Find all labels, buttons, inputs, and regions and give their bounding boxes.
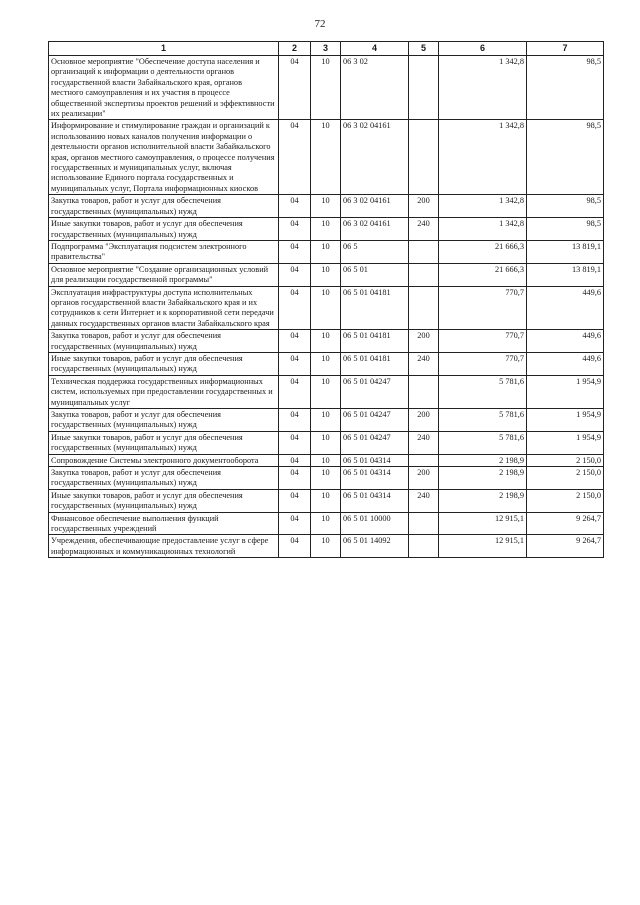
table-row <box>49 375 604 408</box>
table-row <box>49 454 604 466</box>
row-name-cell: Учреждения, обеспечивающие предоставление услуг в сфере информационных и коммуникационных технологий <box>49 535 279 558</box>
row-name-cell: Основное мероприятие "Создание организационных условий для реализации государственной программы" <box>49 263 279 286</box>
row-name-cell: Закупка товаров, работ и услуг для обеспечения государственных (муниципальных) нужд <box>49 409 279 432</box>
row-target-article-cell: 06 3 02 04161 <box>341 120 409 195</box>
row-subsection-cell: 10 <box>311 489 341 512</box>
table-row <box>49 263 604 286</box>
row-amount-col7-cell: 98,5 <box>527 218 604 241</box>
row-amount-col6-cell: 12 915,1 <box>439 535 527 558</box>
table-row <box>49 330 604 353</box>
row-amount-col6-cell: 770,7 <box>439 352 527 375</box>
row-target-article-cell: 06 5 01 <box>341 263 409 286</box>
table-row <box>49 218 604 241</box>
table-row <box>49 409 604 432</box>
row-name-cell: Финансовое обеспечение выполнения функций государственных учреждений <box>49 512 279 535</box>
row-section-cell: 04 <box>279 120 311 195</box>
row-amount-col6-cell: 1 342,8 <box>439 120 527 195</box>
row-subsection-cell: 10 <box>311 218 341 241</box>
row-target-article-cell: 06 3 02 <box>341 56 409 120</box>
row-target-article-cell: 06 5 01 14092 <box>341 535 409 558</box>
row-amount-col6-cell: 2 198,9 <box>439 489 527 512</box>
row-target-article-cell: 06 5 01 04181 <box>341 330 409 353</box>
row-amount-col6-cell: 12 915,1 <box>439 512 527 535</box>
row-expense-type-cell <box>409 120 439 195</box>
row-amount-col7-cell: 98,5 <box>527 56 604 120</box>
row-section-cell: 04 <box>279 286 311 330</box>
row-amount-col6-cell: 1 342,8 <box>439 56 527 120</box>
row-amount-col7-cell: 2 150,0 <box>527 454 604 466</box>
header-col-2: 2 <box>279 42 311 56</box>
row-section-cell: 04 <box>279 489 311 512</box>
row-section-cell: 04 <box>279 195 311 218</box>
row-name-cell: Закупка товаров, работ и услуг для обеспечения государственных (муниципальных) нужд <box>49 330 279 353</box>
row-name-cell: Подпрограмма "Эксплуатация подсистем электронного правительства" <box>49 240 279 263</box>
table-row <box>49 467 604 490</box>
row-expense-type-cell: 240 <box>409 431 439 454</box>
row-subsection-cell: 10 <box>311 375 341 408</box>
header-col-7: 7 <box>527 42 604 56</box>
row-expense-type-cell <box>409 240 439 263</box>
row-section-cell: 04 <box>279 454 311 466</box>
row-section-cell: 04 <box>279 263 311 286</box>
row-section-cell: 04 <box>279 240 311 263</box>
row-section-cell: 04 <box>279 535 311 558</box>
row-amount-col7-cell: 449,6 <box>527 330 604 353</box>
header-col-1: 1 <box>49 42 279 56</box>
row-expense-type-cell <box>409 263 439 286</box>
row-amount-col7-cell: 9 264,7 <box>527 512 604 535</box>
row-target-article-cell: 06 5 01 04247 <box>341 431 409 454</box>
row-subsection-cell: 10 <box>311 454 341 466</box>
row-section-cell: 04 <box>279 467 311 490</box>
row-section-cell: 04 <box>279 409 311 432</box>
row-expense-type-cell <box>409 454 439 466</box>
row-subsection-cell: 10 <box>311 352 341 375</box>
row-target-article-cell: 06 5 01 04181 <box>341 352 409 375</box>
row-section-cell: 04 <box>279 56 311 120</box>
row-target-article-cell: 06 3 02 04161 <box>341 218 409 241</box>
row-target-article-cell: 06 3 02 04161 <box>341 195 409 218</box>
row-expense-type-cell <box>409 375 439 408</box>
row-amount-col7-cell: 2 150,0 <box>527 467 604 490</box>
table-row <box>49 512 604 535</box>
row-amount-col7-cell: 1 954,9 <box>527 375 604 408</box>
row-name-cell: Иные закупки товаров, работ и услуг для обеспечения государственных (муниципальных) нужд <box>49 352 279 375</box>
row-amount-col7-cell: 9 264,7 <box>527 535 604 558</box>
row-amount-col6-cell: 21 666,3 <box>439 240 527 263</box>
row-expense-type-cell: 200 <box>409 195 439 218</box>
row-amount-col7-cell: 449,6 <box>527 286 604 330</box>
row-subsection-cell: 10 <box>311 263 341 286</box>
table-row <box>49 431 604 454</box>
row-subsection-cell: 10 <box>311 512 341 535</box>
row-name-cell: Иные закупки товаров, работ и услуг для обеспечения государственных (муниципальных) нужд <box>49 489 279 512</box>
row-expense-type-cell: 200 <box>409 409 439 432</box>
row-name-cell: Основное мероприятие "Обеспечение доступа населения и организаций к информации о деятельности органов государственной власти Забайкальского края, органов местного самоуправления и их участия в процессе общественной экспертизы проектов решений и эффективности их реализации" <box>49 56 279 120</box>
row-subsection-cell: 10 <box>311 120 341 195</box>
table-row <box>49 489 604 512</box>
row-amount-col7-cell: 13 819,1 <box>527 263 604 286</box>
row-amount-col7-cell: 449,6 <box>527 352 604 375</box>
row-target-article-cell: 06 5 01 04247 <box>341 375 409 408</box>
row-name-cell: Информирование и стимулирование граждан и организаций к использованию новых каналов получения информации о деятельности органов исполнительной власти Забайкальского края, органов местного самоуправления, о процессе получения государственных и муниципальных услуг, включая использование Единого портала государственных и муниципальных услуг, Портала информационных киосков <box>49 120 279 195</box>
header-col-6: 6 <box>439 42 527 56</box>
row-expense-type-cell <box>409 512 439 535</box>
row-expense-type-cell: 200 <box>409 330 439 353</box>
row-target-article-cell: 06 5 01 04181 <box>341 286 409 330</box>
row-section-cell: 04 <box>279 330 311 353</box>
row-expense-type-cell <box>409 56 439 120</box>
row-expense-type-cell: 240 <box>409 352 439 375</box>
row-subsection-cell: 10 <box>311 431 341 454</box>
row-subsection-cell: 10 <box>311 330 341 353</box>
row-section-cell: 04 <box>279 375 311 408</box>
row-amount-col7-cell: 13 819,1 <box>527 240 604 263</box>
table-row <box>49 535 604 558</box>
row-amount-col7-cell: 1 954,9 <box>527 431 604 454</box>
row-subsection-cell: 10 <box>311 56 341 120</box>
row-name-cell: Иные закупки товаров, работ и услуг для обеспечения государственных (муниципальных) нужд <box>49 218 279 241</box>
row-subsection-cell: 10 <box>311 409 341 432</box>
table-row <box>49 240 604 263</box>
row-amount-col6-cell: 1 342,8 <box>439 195 527 218</box>
table-row <box>49 120 604 195</box>
row-amount-col7-cell: 98,5 <box>527 120 604 195</box>
row-target-article-cell: 06 5 <box>341 240 409 263</box>
row-amount-col6-cell: 5 781,6 <box>439 431 527 454</box>
table-body <box>49 56 604 558</box>
header-col-5: 5 <box>409 42 439 56</box>
row-expense-type-cell <box>409 286 439 330</box>
row-subsection-cell: 10 <box>311 467 341 490</box>
row-amount-col6-cell: 5 781,6 <box>439 409 527 432</box>
row-amount-col6-cell: 770,7 <box>439 330 527 353</box>
row-amount-col7-cell: 1 954,9 <box>527 409 604 432</box>
table-row <box>49 195 604 218</box>
row-name-cell: Иные закупки товаров, работ и услуг для обеспечения государственных (муниципальных) нужд <box>49 431 279 454</box>
row-amount-col6-cell: 2 198,9 <box>439 454 527 466</box>
row-section-cell: 04 <box>279 512 311 535</box>
row-section-cell: 04 <box>279 352 311 375</box>
table-row <box>49 286 604 330</box>
page-number: 72 <box>314 18 326 30</box>
row-target-article-cell: 06 5 01 04247 <box>341 409 409 432</box>
header-col-4: 4 <box>341 42 409 56</box>
row-section-cell: 04 <box>279 218 311 241</box>
row-amount-col7-cell: 98,5 <box>527 195 604 218</box>
budget-table <box>48 41 604 558</box>
row-target-article-cell: 06 5 01 04314 <box>341 454 409 466</box>
row-amount-col6-cell: 1 342,8 <box>439 218 527 241</box>
row-target-article-cell: 06 5 01 04314 <box>341 489 409 512</box>
row-amount-col6-cell: 2 198,9 <box>439 467 527 490</box>
row-name-cell: Закупка товаров, работ и услуг для обеспечения государственных (муниципальных) нужд <box>49 467 279 490</box>
row-amount-col7-cell: 2 150,0 <box>527 489 604 512</box>
row-expense-type-cell: 240 <box>409 489 439 512</box>
row-amount-col6-cell: 770,7 <box>439 286 527 330</box>
row-subsection-cell: 10 <box>311 195 341 218</box>
row-section-cell: 04 <box>279 431 311 454</box>
row-expense-type-cell: 240 <box>409 218 439 241</box>
row-name-cell: Техническая поддержка государственных информационных систем, используемых при предоставлении государственных и муниципальных услуг <box>49 375 279 408</box>
row-subsection-cell: 10 <box>311 535 341 558</box>
row-target-article-cell: 06 5 01 10000 <box>341 512 409 535</box>
row-amount-col6-cell: 5 781,6 <box>439 375 527 408</box>
row-amount-col6-cell: 21 666,3 <box>439 263 527 286</box>
header-col-3: 3 <box>311 42 341 56</box>
row-expense-type-cell <box>409 535 439 558</box>
row-target-article-cell: 06 5 01 04314 <box>341 467 409 490</box>
table-row <box>49 56 604 120</box>
row-name-cell: Сопровождение Системы электронного документооборота <box>49 454 279 466</box>
row-subsection-cell: 10 <box>311 240 341 263</box>
row-expense-type-cell: 200 <box>409 467 439 490</box>
table-row <box>49 352 604 375</box>
row-name-cell: Закупка товаров, работ и услуг для обеспечения государственных (муниципальных) нужд <box>49 195 279 218</box>
row-name-cell: Эксплуатация инфраструктуры доступа исполнительных органов государственной власти Забайкальского края и их сотрудников к сети Интернет и к корпоративной сети передачи данных государственных органов власти Забайкальского края <box>49 286 279 330</box>
table-header-row <box>49 42 604 56</box>
row-subsection-cell: 10 <box>311 286 341 330</box>
